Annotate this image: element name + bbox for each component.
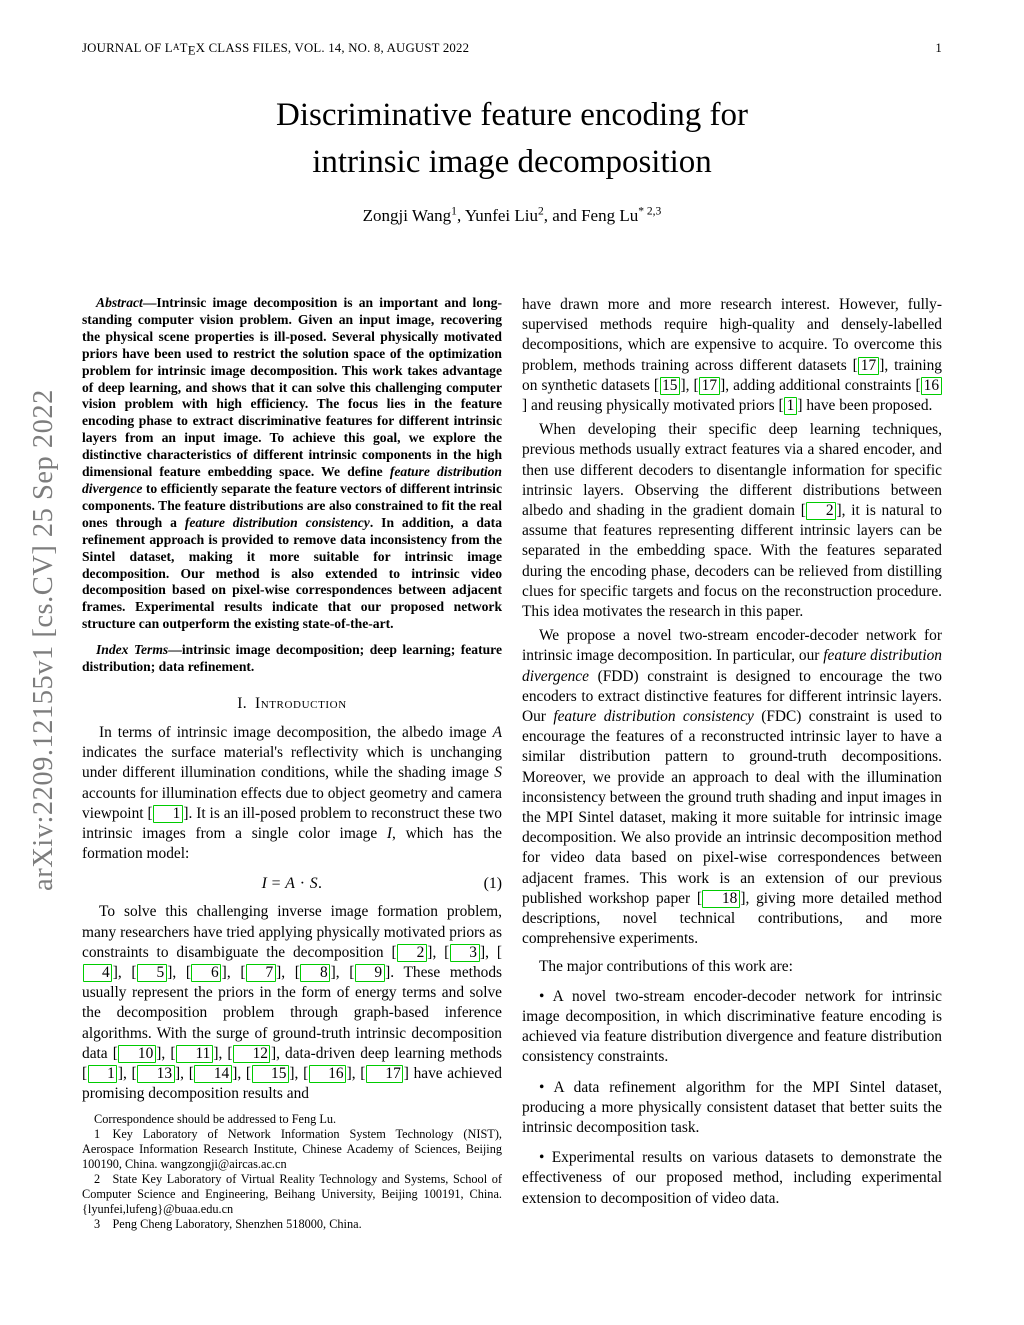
equation-formula: I = A · S. — [261, 875, 323, 893]
citation-link[interactable]: 9 — [355, 964, 385, 982]
contribution-bullet-2: • A data refinement algorithm for the MPI Sintel dataset, producing a more physically consistent dataset that better suits the intrinsic decomposition task. — [522, 1078, 942, 1136]
citation-link[interactable]: 8 — [300, 964, 330, 982]
left-column — [82, 295, 502, 1232]
right-paragraph-1: have drawn more and more research interest. However, fully-supervised methods require high-quality and densely-labelled decompositions, which are expensive to acquire. To overcome this problem, methods training across different datasets [ 17 ], training on synthetic datasets [ 15 ], [ 17 ], adding additional constraints [ 16] and reusing physically motivated priors [ 1 ] have been proposed. — [522, 296, 942, 415]
citation-link[interactable]: 16 — [309, 1065, 346, 1083]
journal-name: JOURNAL OF LATEX CLASS FILES, VOL. 14, NO. 8, AUGUST 2022 — [82, 41, 470, 58]
text-segment-bi: Abstract — [96, 295, 143, 310]
text-segment-m: A — [285, 875, 296, 893]
right-paragraph-3: We propose a novel two-stream encoder-decoder network for intrinsic image decomposition. In particular, our feature distribution divergence (FDD) constraint is designed to encourage the two encoders to extract distinctive features for different intrinsic layers. Our feature distribution consistency (FDC) constraint is used to encourage the features of a reconstructed intrinsic layer to have a similar distribution pattern to ground-truth decompositions. Moreover, we provide an approach to deal with the illumination inconsistency between the ground truth shading and input images in the MPI Sintel dataset, making it more suitable for intrinsic image decomposition. We also provide an intrinsic decomposition method for video data based on pixel-wise correspondences between adjacent frames. This work is an extension of our previous published workshop paper [ 18 ], giving more detailed method descriptions, novel technical contributions, and more comprehensive experiments. — [522, 627, 942, 948]
paper-title — [0, 92, 1024, 186]
citation-link[interactable]: 11 — [176, 1045, 213, 1063]
two-column-body — [82, 295, 942, 1232]
contribution-bullet-1: • A novel two-stream encoder-decoder network for intrinsic image decomposition, in which discriminative feature encoding is achieved via feature distribution divergence and feature distribution consistency constraints. — [522, 987, 942, 1066]
authors-line: Zongji Wang$^1$, Yunfei Liu$^2$, and Feng Lu$^{* 2,3}$ — [362, 204, 662, 225]
text-segment-i: feature distribution divergence — [82, 464, 502, 496]
text-segment-m: S — [494, 764, 502, 782]
text-segment-m: S — [309, 875, 319, 893]
equation-number: (1) — [483, 875, 502, 893]
text-segment-i: feature distribution consistency — [553, 708, 754, 726]
text-segment-i: feature distribution divergence — [522, 647, 942, 685]
citation-link[interactable]: 16 — [921, 377, 941, 395]
citation-link[interactable]: 2 — [397, 944, 427, 962]
footnote-affiliation-2: 2 State Key Laboratory of Virtual Reality Technology and Systems, School of Computer Science and Engineering, Beihang University, Beijing 100191, China. {lyunfei,lufeng}@buaa.edu.cn — [82, 1172, 502, 1216]
citation-link[interactable]: 1 — [784, 397, 797, 415]
citation-link[interactable]: 13 — [137, 1065, 174, 1083]
citation-link[interactable]: 7 — [246, 964, 276, 982]
citation-link[interactable]: 6 — [191, 964, 221, 982]
citation-link[interactable]: 17 — [699, 377, 719, 395]
citation-link[interactable]: 1 — [153, 805, 183, 823]
index-terms-paragraph: Index Terms—intrinsic image decomposition; deep learning; feature distribution; data refinement. — [82, 642, 502, 675]
citation-link[interactable]: 12 — [233, 1045, 270, 1063]
text-segment-sup: * 2,3 — [638, 204, 662, 218]
citation-link[interactable]: 17 — [366, 1065, 403, 1083]
citation-link[interactable]: 14 — [194, 1065, 231, 1083]
page-header — [82, 41, 942, 58]
footnotes-block — [82, 1112, 502, 1231]
text-segment-bi: Index Terms — [96, 642, 169, 658]
citation-link[interactable]: 5 — [137, 964, 167, 982]
citation-link[interactable]: 4 — [83, 964, 113, 982]
contributions-intro: The major contributions of this work are: — [539, 957, 793, 975]
citation-link[interactable]: 15 — [252, 1065, 289, 1083]
citation-link[interactable]: 3 — [450, 944, 480, 962]
citation-link[interactable]: 10 — [118, 1045, 155, 1063]
text-segment-i: feature distribution consistency — [184, 514, 370, 530]
intro-paragraph-2: To solve this challenging inverse image formation problem, many researchers have tried applying physically motivated priors as constraints to disambiguate the decomposition [ 2 ], [ 3 ], [4 ], [ 5 ], [ 6 ], [ 7 ], [ 8 ], [ 9 ]. These methods usually represent the priors in the form of energy terms and solve the decomposition problem through graph-based inference algorithms. With the surge of ground-truth intrinsic decomposition data [ 10 ], [ 11 ], [ 12 ], data-driven deep learning methods [ 1 ], [ 13 ], [ 14 ], [ 15 ], [ 16 ], [ 17 ] have achieved promising decomposition results and — [82, 903, 503, 1103]
title-block — [0, 92, 1024, 186]
section-heading-introduction: I. Introduction — [237, 694, 347, 712]
page-number: 1 — [935, 41, 942, 55]
citation-link[interactable]: 18 — [702, 890, 739, 908]
right-paragraph-2: When developing their specific deep learning techniques, previous methods usually extract features via a shared encoder, and then use different decoders to disentangle information for specific intrinsic layers. Observing the different distributions between albedo and shading in the gradient domain [ 2 ], it is natural to assume that features representing different intrinsic layers can be separated in the embedding space. With the features separated during the encoding phase, decoders can be relieved from distilling clues for specific targets and focus on the reconstruction procedure. This idea motivates the research in this paper. — [522, 421, 943, 621]
text-segment-lx-a: A — [172, 41, 180, 52]
footnote-affiliation-3: 3 Peng Cheng Laboratory, Shenzhen 518000, China. — [94, 1216, 362, 1231]
citation-link[interactable]: 1 — [88, 1065, 118, 1083]
text-segment-m: I — [261, 875, 268, 893]
arxiv-watermark: arXiv:2209.12155v1 [cs.CV] 25 Sep 2022 — [28, 389, 59, 891]
footnote-affiliation-1: 1 Key Laboratory of Network Information System Technology (NIST), Aerospace Information Research Institute, Chinese Academy of Sciences, Beijing 100190, China. wangzongji@aircas.ac.cn — [82, 1127, 502, 1172]
text-segment-m: I — [386, 824, 393, 842]
paper-title-line2: intrinsic image decomposition — [312, 144, 712, 180]
intro-paragraph-1: In terms of intrinsic image decomposition, the albedo image A indicates the surface material's reflectivity which is unchanging under different illumination conditions, while the shading image S accounts for illumination effects due to object geometry and camera viewpoint [ 1 ]. It is an ill-posed problem to reconstruct these two intrinsic images from a single color image I, which has the formation model: — [82, 723, 502, 863]
text-segment-m: A — [492, 723, 502, 741]
abstract-paragraph: Abstract—Intrinsic image decomposition is an important and long-standing computer vision problem. Given an input image, recovering the physical scene properties is ill-posed. Several physically motivated priors have been used to restrict the solution space of the optimization problem for intrinsic image decomposition. This work takes advantage of deep learning, and shows that it can solve this challenging computer vision problem with high efficiency. The focus lies in the feature encoding phase to extract discriminative features for different intrinsic layers from an input image. To achieve this goal, we explore the distinctive characteristics of different intrinsic components in the high dimensional feature embedding space. We define feature distribution divergence to efficiently separate the feature vectors of different intrinsic components. The feature distributions are also constrained to fit the real ones through a feature distribution consistency. In addition, a data refinement approach is provided to remove data inconsistency from the Sintel dataset, making it more suitable for intrinsic image decomposition. Our method is also extended to intrinsic video decomposition based on pixel-wise correspondences between adjacent frames. Experimental results indicate that our proposed network structure can outperform the existing state-of-the-art. — [82, 295, 502, 632]
citation-link[interactable]: 17 — [858, 357, 878, 375]
text-segment-sup: 1 — [451, 204, 457, 218]
citation-link[interactable]: 15 — [660, 377, 680, 395]
right-column — [522, 295, 942, 1232]
equation-1 — [82, 875, 502, 893]
contribution-bullet-3: • Experimental results on various datasets to demonstrate the effectiveness of our proposed method, including experimental extension to decomposition of video data. — [522, 1149, 942, 1207]
text-segment-sup: 2 — [538, 204, 544, 218]
paper-title-line1: Discriminative feature encoding for — [276, 97, 748, 133]
footnote-correspondence: Correspondence should be addressed to Feng Lu. — [94, 1112, 337, 1127]
citation-link[interactable]: 2 — [806, 502, 836, 520]
text-segment-sc: Introduction — [254, 694, 347, 712]
text-segment-lx-e: E — [187, 43, 196, 58]
